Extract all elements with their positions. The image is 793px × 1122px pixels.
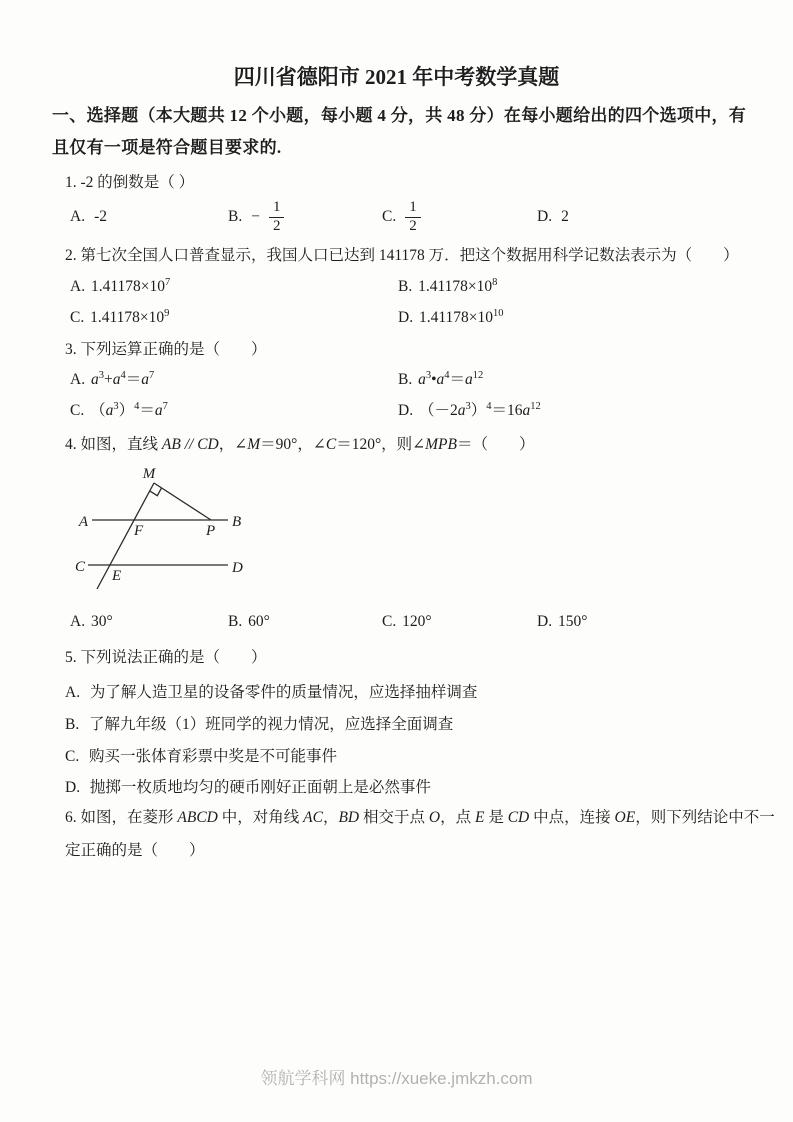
- point-label-B: B: [232, 514, 242, 530]
- option-text: 了解九年级（1）班同学的视力情况，应选择全面调查: [88, 716, 454, 733]
- q1-option-a: [70, 194, 107, 240]
- fraction: [405, 200, 421, 235]
- math-var: ABCD: [177, 809, 218, 826]
- option-label: A.: [70, 208, 86, 226]
- option-label: C.: [382, 613, 397, 630]
- text-run: ，: [322, 809, 339, 826]
- text-run: 4. 如图，直线: [65, 436, 162, 453]
- option-label: C.: [382, 208, 397, 226]
- segment-MP: [154, 483, 211, 520]
- q4-option-a: [70, 612, 113, 631]
- option-value: 150°: [557, 613, 588, 630]
- q3-option-c: [70, 401, 168, 420]
- option-text: 购买一张体育彩票中奖是不可能事件: [88, 748, 337, 765]
- q2-option-a: [70, 277, 170, 296]
- q2-option-d: [398, 308, 504, 327]
- exponent: 3: [425, 369, 432, 381]
- option-label: B.: [228, 208, 243, 226]
- point-label-A: A: [78, 514, 88, 530]
- exponent: 3: [98, 369, 104, 381]
- math-var: a: [90, 371, 99, 388]
- point-label-F: F: [134, 523, 144, 539]
- section-header-line1: 一、选择题（本大题共 12 个小题，每小题 4 分，共 48 分）在每小题给出的四个选项中，有: [52, 106, 747, 125]
- question-4-figure: [40, 460, 265, 605]
- q2-option-c: [70, 308, 169, 327]
- question-3-text: 3. 下列运算正确的是（ ）: [65, 341, 267, 358]
- text-run: 6. 如图，在菱形: [65, 809, 178, 826]
- option-value: 120°: [402, 613, 432, 630]
- fraction-numerator: 1: [269, 200, 285, 218]
- question-2-options-row1: [0, 277, 793, 299]
- minus-sign: −: [251, 208, 260, 226]
- question-2-options-row2: [0, 308, 793, 330]
- math-paren: （－2: [418, 402, 458, 419]
- point-label-P: P: [206, 523, 216, 539]
- option-value: -2: [94, 208, 107, 226]
- math-var: E: [474, 809, 485, 826]
- text-run: 相交于点: [359, 809, 429, 826]
- q3-option-b: [398, 370, 483, 389]
- math-op: •: [431, 371, 437, 388]
- option-label: D.: [65, 779, 81, 796]
- math-var: a: [522, 402, 531, 419]
- exponent: 7: [162, 400, 168, 412]
- point-label-D: D: [232, 560, 243, 576]
- question-2-text: 2. 第七次全国人口普查显示，我国人口已达到 141178 万．把这个数据用科学记数法表示为（ ）: [65, 247, 739, 264]
- math-op: ＝: [125, 371, 142, 388]
- math-var: C: [325, 436, 337, 453]
- question-5-text: 5. 下列说法正确的是（ ）: [65, 649, 267, 666]
- option-label: C.: [70, 309, 85, 326]
- section-header-line2: 且仅有一项是符合题目要求的.: [52, 138, 282, 157]
- math-op: ＝: [449, 371, 466, 388]
- exponent: 4: [486, 400, 492, 412]
- text-run: 中，对角线: [217, 809, 304, 826]
- exponent: 10: [493, 307, 504, 319]
- text-run: ，∠: [218, 436, 248, 453]
- q4-option-b: [228, 612, 270, 631]
- math-var: CD: [507, 809, 530, 826]
- option-value: 2: [561, 208, 569, 226]
- math-var: a: [105, 402, 114, 419]
- exponent: 4: [134, 400, 140, 412]
- text-run: ，点: [440, 809, 475, 826]
- text-run: 是: [484, 809, 508, 826]
- question-6-text-line1: [65, 808, 775, 827]
- option-value: 1.41178×10: [418, 278, 493, 295]
- math-var: AC: [303, 809, 323, 826]
- question-1-options: [0, 194, 793, 240]
- math-var: a: [436, 371, 445, 388]
- q3-option-d: [398, 401, 541, 420]
- option-value: 1.41178×10: [90, 278, 165, 295]
- math-var: O: [428, 809, 441, 826]
- option-label: D.: [398, 309, 414, 326]
- exponent: 7: [148, 369, 155, 381]
- math-var: a: [418, 371, 426, 388]
- option-value: 1.41178×10: [418, 309, 493, 326]
- option-label: B.: [65, 716, 80, 733]
- point-label-M: M: [142, 466, 156, 482]
- exponent: 12: [530, 400, 541, 412]
- q1-option-d: [537, 194, 569, 240]
- fraction-denominator: 2: [272, 217, 281, 234]
- math-var: a: [465, 371, 473, 388]
- text-run: ＝120°，则∠: [336, 436, 426, 453]
- math-paren: ）: [118, 402, 135, 419]
- exponent: 12: [472, 369, 484, 381]
- question-6-text-line2: 定正确的是（ ）: [65, 842, 205, 859]
- text-run: ，则下列结论中不一: [635, 809, 775, 826]
- math-op: +: [103, 371, 113, 388]
- option-label: B.: [398, 278, 413, 295]
- text-run: ＝（ ）: [457, 436, 535, 453]
- point-label-C: C: [74, 559, 85, 575]
- option-label: D.: [537, 613, 553, 630]
- fraction-denominator: 2: [409, 217, 417, 234]
- question-1-text: 1. -2 的倒数是（ ）: [65, 174, 195, 191]
- exponent: 3: [113, 400, 119, 412]
- q5-option-d: [65, 778, 431, 797]
- option-label: A.: [70, 278, 86, 295]
- math-var: CD: [197, 436, 219, 453]
- text-run: 中点，连接: [529, 809, 615, 826]
- option-text: 抛掷一枚质地均匀的硬币刚好正面朝上是必然事件: [89, 779, 431, 796]
- option-label: A.: [70, 371, 86, 388]
- exponent: 9: [164, 307, 170, 319]
- option-label: D.: [398, 402, 414, 419]
- math-paren: （: [90, 402, 106, 419]
- option-label: A.: [65, 684, 81, 701]
- q5-option-c: [65, 747, 337, 766]
- math-var: a: [457, 402, 466, 419]
- option-label: B.: [398, 371, 413, 388]
- math-op: ＝16: [491, 402, 523, 419]
- math-var: MPB: [425, 436, 457, 453]
- math-var: a: [112, 371, 121, 388]
- point-label-E: E: [112, 568, 122, 584]
- fraction: [269, 200, 285, 235]
- page-title: 四川省德阳市 2021 年中考数学真题: [233, 65, 560, 89]
- option-label: D.: [537, 208, 553, 226]
- q4-option-d: [537, 612, 587, 631]
- math-var: OE: [614, 809, 636, 826]
- question-3-options-row1: [0, 370, 793, 394]
- option-text: 为了解人造卫星的设备零件的质量情况，应选择抽样调查: [89, 684, 478, 701]
- question-3-options-row2: [0, 401, 793, 425]
- option-label: A.: [70, 613, 86, 630]
- q1-option-b: [228, 194, 284, 240]
- q1-option-c: [382, 194, 421, 240]
- math-var: BD: [338, 809, 360, 826]
- q2-option-b: [398, 277, 497, 296]
- option-value: 30°: [90, 613, 113, 630]
- math-var: a: [154, 402, 163, 419]
- exponent: 8: [492, 276, 498, 288]
- q3-option-a: [70, 370, 154, 389]
- math-paren: ）: [470, 402, 487, 419]
- watermark-text: 领航学科网 https://xueke.jmkzh.com: [260, 1069, 533, 1088]
- question-4-options: [0, 612, 793, 634]
- option-value: 1.41178×10: [90, 309, 165, 326]
- exponent: 4: [444, 369, 450, 381]
- q4-option-c: [382, 612, 432, 631]
- exponent: 4: [120, 369, 126, 381]
- math-var: a: [141, 371, 149, 388]
- question-4-text: [65, 435, 535, 454]
- fraction-numerator: 1: [405, 200, 421, 218]
- option-label: B.: [228, 613, 243, 630]
- math-var: AB: [161, 436, 181, 453]
- parallel-symbol: //: [180, 436, 198, 453]
- option-value: 60°: [248, 613, 270, 630]
- text-run: ＝90°，∠: [260, 436, 326, 453]
- transversal-MFE: [97, 483, 154, 589]
- q5-option-b: [65, 715, 453, 734]
- exponent: 3: [465, 400, 471, 412]
- exponent: 7: [165, 276, 171, 288]
- math-var: M: [247, 436, 261, 453]
- option-label: C.: [70, 402, 85, 419]
- option-label: C.: [65, 748, 80, 765]
- q5-option-a: [65, 683, 477, 702]
- math-op: ＝: [139, 402, 155, 419]
